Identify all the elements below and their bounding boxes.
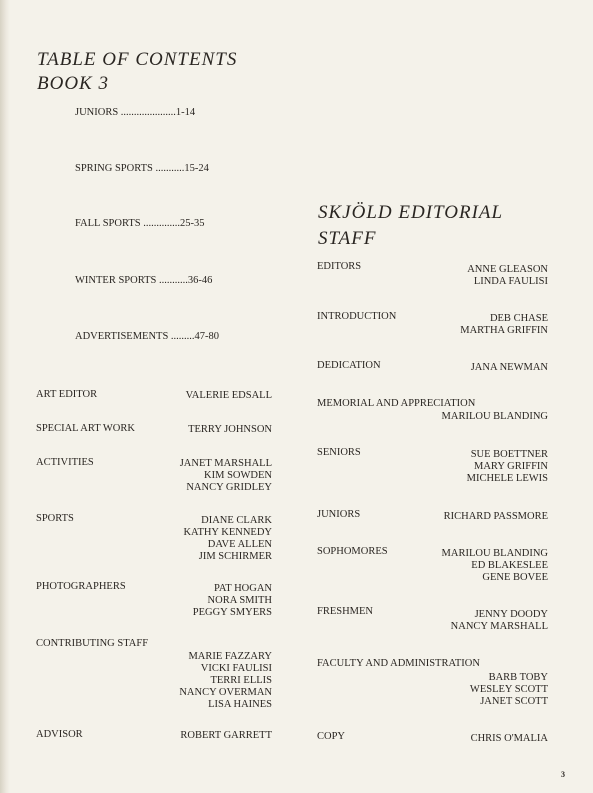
editorial-name: MICHELE LEWIS <box>466 473 548 484</box>
staff-names <box>193 583 272 619</box>
editorial-role: FACULTY AND ADMINISTRATION <box>317 658 480 669</box>
staff-role: SPECIAL ART WORK <box>36 423 135 434</box>
page-number: 3 <box>561 770 565 779</box>
staff-names <box>180 458 272 494</box>
staff-name: LISA HAINES <box>208 699 272 710</box>
toc-title <box>37 48 237 96</box>
editorial-role: MEMORIAL AND APPRECIATION <box>317 398 476 409</box>
staff-name: PAT HOGAN <box>213 583 272 594</box>
editorial-role: FRESHMEN <box>317 606 374 617</box>
toc-entry: WINTER SPORTS ...........36-46 <box>75 275 213 286</box>
editorial-name: MARILOU BLANDING <box>441 411 548 422</box>
editorial-name: ED BLAKESLEE <box>471 560 548 571</box>
editorial-name: DEB CHASE <box>489 313 548 324</box>
staff-name: ROBERT GARRETT <box>180 730 272 741</box>
staff-names <box>188 424 272 436</box>
toc-entry: JUNIORS .....................1-14 <box>75 107 196 118</box>
staff-name: VALERIE EDSALL <box>185 390 272 401</box>
staff-name: KIM SOWDEN <box>204 470 272 481</box>
editorial-name: CHRIS O'MALIA <box>470 733 548 744</box>
staff-name: JIM SCHIRMER <box>198 551 272 562</box>
toc-entry: ADVERTISEMENTS .........47-80 <box>75 331 220 342</box>
staff-names <box>180 730 272 742</box>
staff-role: ACTIVITIES <box>36 457 94 468</box>
editorial-name: JENNY DOODY <box>474 609 548 620</box>
staff-role: CONTRIBUTING STAFF <box>36 638 149 649</box>
staff-name: VICKI FAULISI <box>200 663 272 674</box>
staff-name: PEGGY SMYERS <box>192 607 272 618</box>
editorial-title-line2: STAFF <box>318 228 377 249</box>
staff-name: TERRI ELLIS <box>210 675 272 686</box>
editorial-name: SUE BOETTNER <box>470 449 548 460</box>
staff-name: KATHY KENNEDY <box>183 527 272 538</box>
editorial-name: ANNE GLEASON <box>467 264 548 275</box>
staff-name: NANCY OVERMAN <box>179 687 272 698</box>
editorial-names <box>467 449 548 485</box>
staff-name: NORA SMITH <box>207 595 272 606</box>
staff-names <box>186 390 272 402</box>
editorial-name: LINDA FAULISI <box>473 276 548 287</box>
editorial-role: EDITORS <box>317 261 362 272</box>
editorial-names <box>451 609 548 633</box>
editorial-names <box>471 733 548 745</box>
staff-role: ADVISOR <box>36 729 83 740</box>
editorial-names <box>467 264 548 288</box>
editorial-names <box>470 672 548 708</box>
staff-name: JANET MARSHALL <box>179 458 272 469</box>
staff-name: DIANE CLARK <box>201 515 272 526</box>
staff-role: PHOTOGRAPHERS <box>36 581 126 592</box>
toc-entry: SPRING SPORTS ...........15-24 <box>75 163 209 174</box>
editorial-names <box>460 313 548 337</box>
editorial-name: MARTHA GRIFFIN <box>460 325 548 336</box>
editorial-name: BARB TOBY <box>488 672 548 683</box>
staff-name: DAVE ALLEN <box>207 539 272 550</box>
toc-title-line2: BOOK 3 <box>37 73 109 94</box>
editorial-names <box>442 411 548 423</box>
editorial-name: MARY GRIFFIN <box>473 461 548 472</box>
editorial-names <box>471 362 548 374</box>
staff-names <box>179 651 272 711</box>
editorial-role: DEDICATION <box>317 360 381 371</box>
staff-role: SPORTS <box>36 513 74 524</box>
staff-names <box>183 515 272 563</box>
editorial-role: SOPHOMORES <box>317 546 388 557</box>
editorial-name: MARILOU BLANDING <box>441 548 548 559</box>
editorial-role: COPY <box>317 731 346 742</box>
editorial-title <box>318 200 503 252</box>
page-binding-edge <box>0 0 10 793</box>
editorial-name: GENE BOVEE <box>482 572 548 583</box>
toc-title-line1: TABLE OF CONTENTS <box>37 49 238 70</box>
editorial-name: WESLEY SCOTT <box>469 684 548 695</box>
staff-role: ART EDITOR <box>36 389 98 400</box>
editorial-name: JANA NEWMAN <box>470 362 548 373</box>
editorial-name: JANET SCOTT <box>480 696 548 707</box>
staff-name: NANCY GRIDLEY <box>186 482 272 493</box>
editorial-role: INTRODUCTION <box>317 311 397 322</box>
editorial-name: NANCY MARSHALL <box>450 621 548 632</box>
editorial-names <box>444 511 548 523</box>
staff-name: MARIE FAZZARY <box>188 651 272 662</box>
staff-name: TERRY JOHNSON <box>188 424 272 435</box>
editorial-title-line1: SKJÖLD EDITORIAL <box>318 202 504 223</box>
editorial-name: RICHARD PASSMORE <box>443 511 548 522</box>
toc-entry: FALL SPORTS ..............25-35 <box>75 218 205 229</box>
editorial-names <box>442 548 548 584</box>
editorial-role: SENIORS <box>317 447 361 458</box>
editorial-role: JUNIORS <box>317 509 361 520</box>
